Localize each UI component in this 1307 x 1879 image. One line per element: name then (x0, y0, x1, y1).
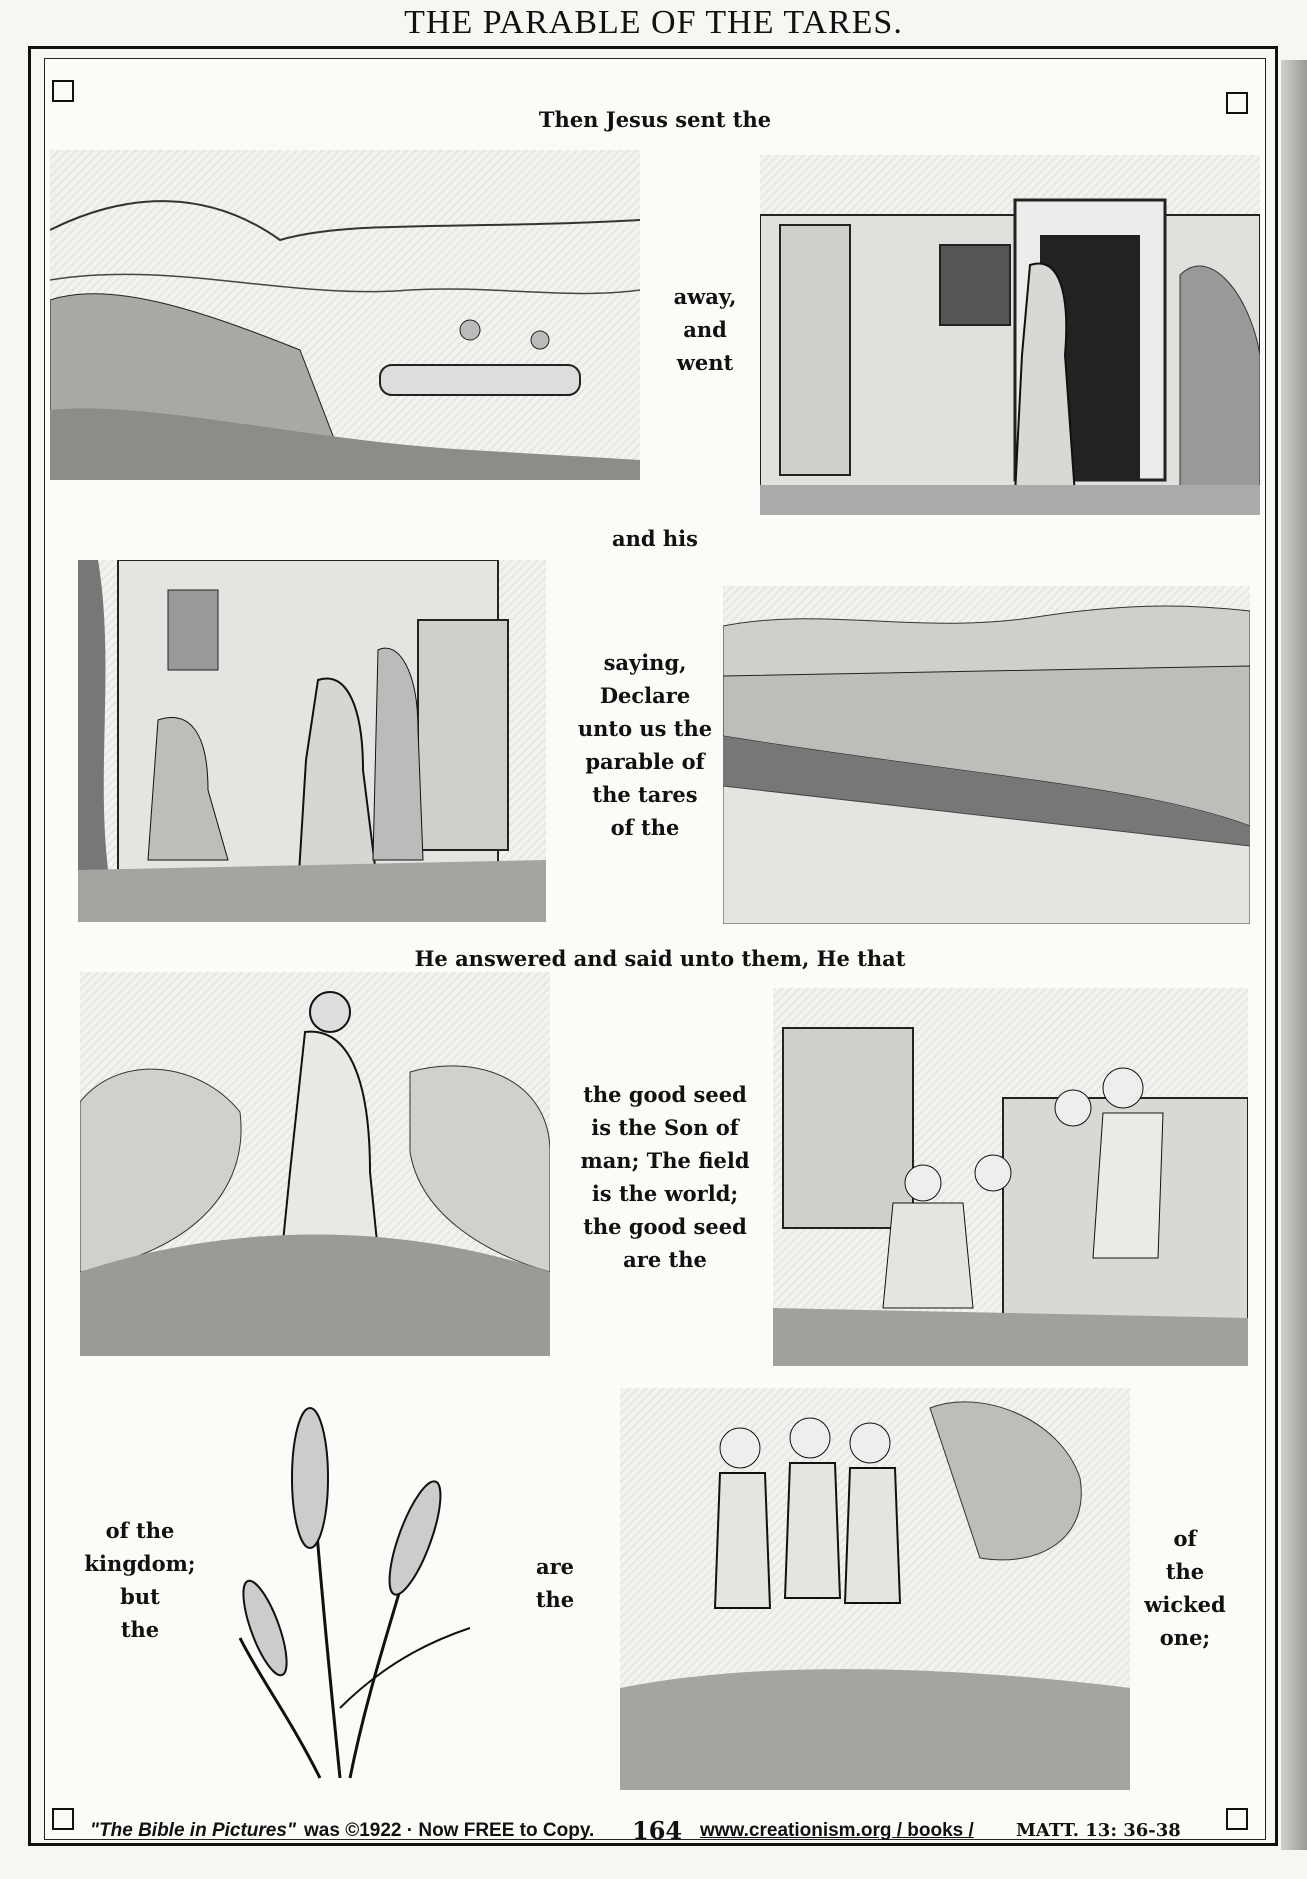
page-number: 164 (632, 1816, 683, 1845)
caption-he-answered: He answered and said unto them, He that (414, 946, 906, 971)
footer-credit-title: "The Bible in Pictures" (90, 1820, 296, 1841)
corner-ornament (52, 1808, 74, 1830)
caption-good-seed-son-of-man: the good seed is the Son of man; The field is the world; the good seed are the (580, 1082, 750, 1272)
illustration-jesus-entering-house (760, 155, 1260, 515)
caption-of-the-kingdom: of the kingdom; but the (84, 1518, 196, 1642)
footer-copyright: was ©1922 · Now FREE to Copy. (304, 1820, 595, 1841)
caption-are-the: are the (535, 1554, 575, 1612)
page-footer (90, 1816, 1190, 1850)
illustration-multitude-by-sea (50, 150, 640, 480)
corner-ornament (1226, 1808, 1248, 1830)
illustration-children-of-wicked-one (620, 1388, 1130, 1790)
scripture-reference: MATT. 13: 36-38 (1016, 1820, 1181, 1841)
illustration-wheat-ears (220, 1378, 478, 1780)
illustration-disciples-in-room (78, 560, 546, 922)
caption-of-the-wicked-one: of the wicked one; (1144, 1526, 1226, 1650)
caption-away-and-went: away, and went (673, 284, 737, 375)
illustration-children-of-kingdom (773, 988, 1248, 1366)
illustration-sower-of-good-seed (80, 972, 550, 1356)
illustration-wheat-field (723, 586, 1250, 924)
page-title: THE PARABLE OF THE TARES. (404, 4, 903, 41)
caption-saying-declare: saying, Declare unto us the parable of the tares of the (577, 650, 713, 840)
corner-ornament (52, 80, 74, 102)
caption-and-his: and his (612, 526, 698, 551)
corner-ornament (1226, 92, 1248, 114)
caption-then-jesus-sent: Then Jesus sent the (538, 107, 772, 132)
page-edge-shadow (1281, 60, 1307, 1850)
footer-url-link[interactable]: www.creationism.org / books / (700, 1820, 974, 1841)
